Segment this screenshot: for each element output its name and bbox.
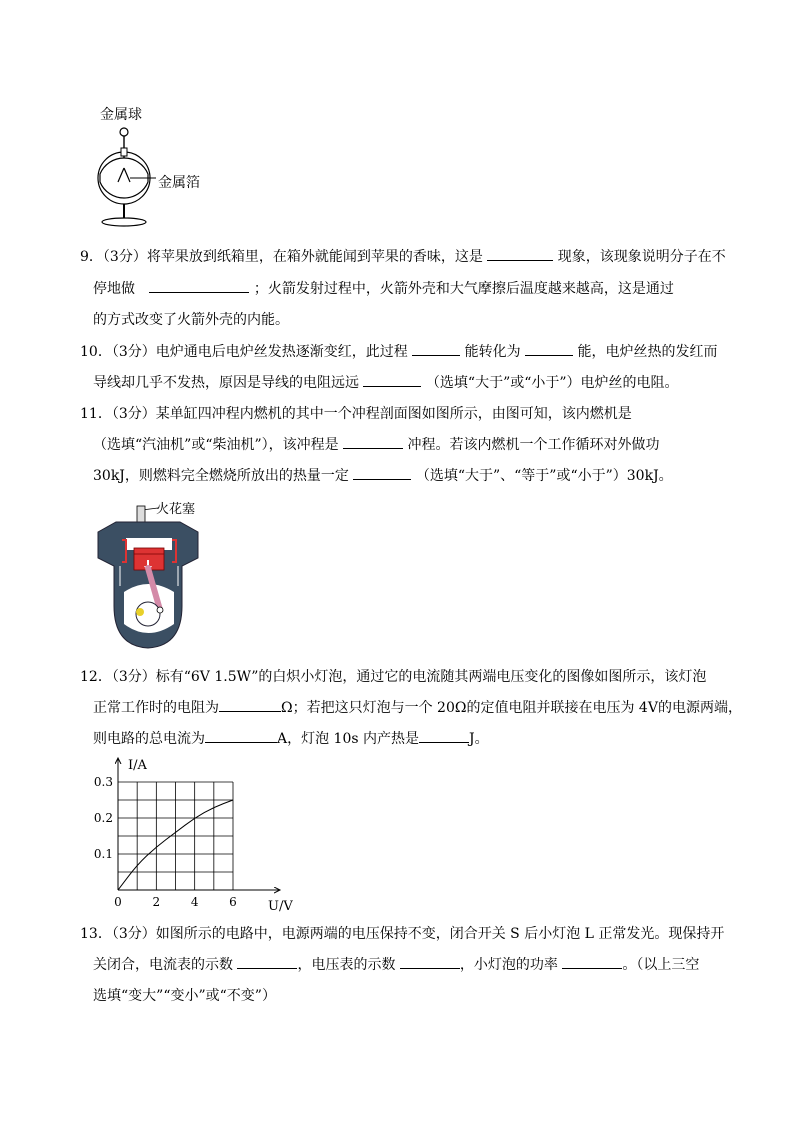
q12-blank-1[interactable] [219, 699, 281, 712]
q13-line1: 13．（3分）如图所示的电路中，电源两端的电压保持不变，闭合开关 S 后小灯泡 L 正常发光。现保持开 [80, 926, 725, 942]
q13-blank-3[interactable] [562, 956, 622, 969]
q12-blank-2[interactable] [205, 730, 277, 743]
engine-figure [96, 496, 216, 650]
spark-plug-label: 火花塞 [156, 502, 196, 517]
x-axis-label: U/V [268, 899, 293, 914]
q10-line1: 10．（3分）电炉通电后电炉丝发热逐渐变红，此过程 能转化为 能，电炉丝热的发红而 [80, 344, 718, 360]
metal-ball-label: 金属球 [100, 107, 142, 123]
q12-line3: 则电路的总电流为 A，灯泡 10s 内产热是 J。 [93, 731, 489, 747]
q11-blank-2[interactable] [353, 467, 411, 480]
y-axis-label: I/A [128, 758, 147, 773]
x-tick-label: 0 [114, 895, 122, 909]
q12-line2: 正常工作时的电阻为 Ω；若把这只灯泡与一个 20Ω的定值电阻并联接在电压为 4V的电源两端， [93, 700, 742, 716]
q13-blank-1[interactable] [237, 956, 297, 969]
x-tick-label: 2 [152, 895, 161, 909]
q10-line2: 导线却几乎不发热，原因是导线的电阻远远 （选填“大于”或“小于”）电炉丝的电阻。 [93, 375, 679, 391]
electroscope-diagram [96, 122, 156, 230]
x-tick-label: 6 [229, 895, 237, 909]
q11-line1: 11．（3分）某单缸四冲程内燃机的其中一个冲程剖面图如图所示，由图可知，该内燃机是 [80, 406, 632, 422]
q12-line1: 12．（3分）标有“6V 1.5W”的白炽小灯泡，通过它的电流随其两端电压变化的图像如图所示，该灯泡 [80, 669, 707, 685]
q11-line2: （选填“汽油机”或“柴油机”），该冲程是 冲程。若该内燃机一个工作循环对外做功 [93, 437, 660, 453]
q9-line3: 的方式改变了火箭外壳的内能。 [93, 312, 289, 328]
metal-foil-label: 金属箔 [158, 175, 200, 191]
q9-line1: 9．（3分）将苹果放到纸箱里，在箱外就能闻到苹果的香味，这是 现象，该现象说明分子在不 [80, 249, 726, 265]
q13-blank-2[interactable] [400, 956, 460, 969]
y-tick-label: 0.2 [93, 811, 113, 825]
q10-blank-3[interactable] [363, 374, 421, 387]
q10-blank-1[interactable] [412, 343, 460, 356]
q9-blank-1[interactable] [487, 248, 553, 261]
q13-line2: 关闭合，电流表的示数 ，电压表的示数 ，小灯泡的功率 。（以上三空 [93, 957, 700, 973]
q11-blank-1[interactable] [343, 436, 403, 449]
y-tick-label: 0.1 [93, 847, 113, 861]
q9-blank-2[interactable] [149, 280, 249, 293]
q11-line3: 30kJ，则燃料完全燃烧所放出的热量一定 （选填“大于”、“等于”或“小于”）30kJ。 [93, 468, 673, 484]
engine-diagram [96, 496, 201, 650]
y-tick-label: 0.3 [93, 775, 113, 789]
electroscope-figure [96, 104, 216, 230]
current-voltage-chart [88, 754, 298, 916]
x-tick-label: 4 [190, 895, 199, 909]
q13-line3: 选填“变大”“变小”或“不变”） [93, 988, 276, 1004]
q10-blank-2[interactable] [525, 343, 573, 356]
q9-line2: 停地做 ；火箭发射过程中，火箭外壳和大气摩擦后温度越来越高，这是通过 [93, 281, 674, 297]
q12-blank-3[interactable] [419, 730, 469, 743]
